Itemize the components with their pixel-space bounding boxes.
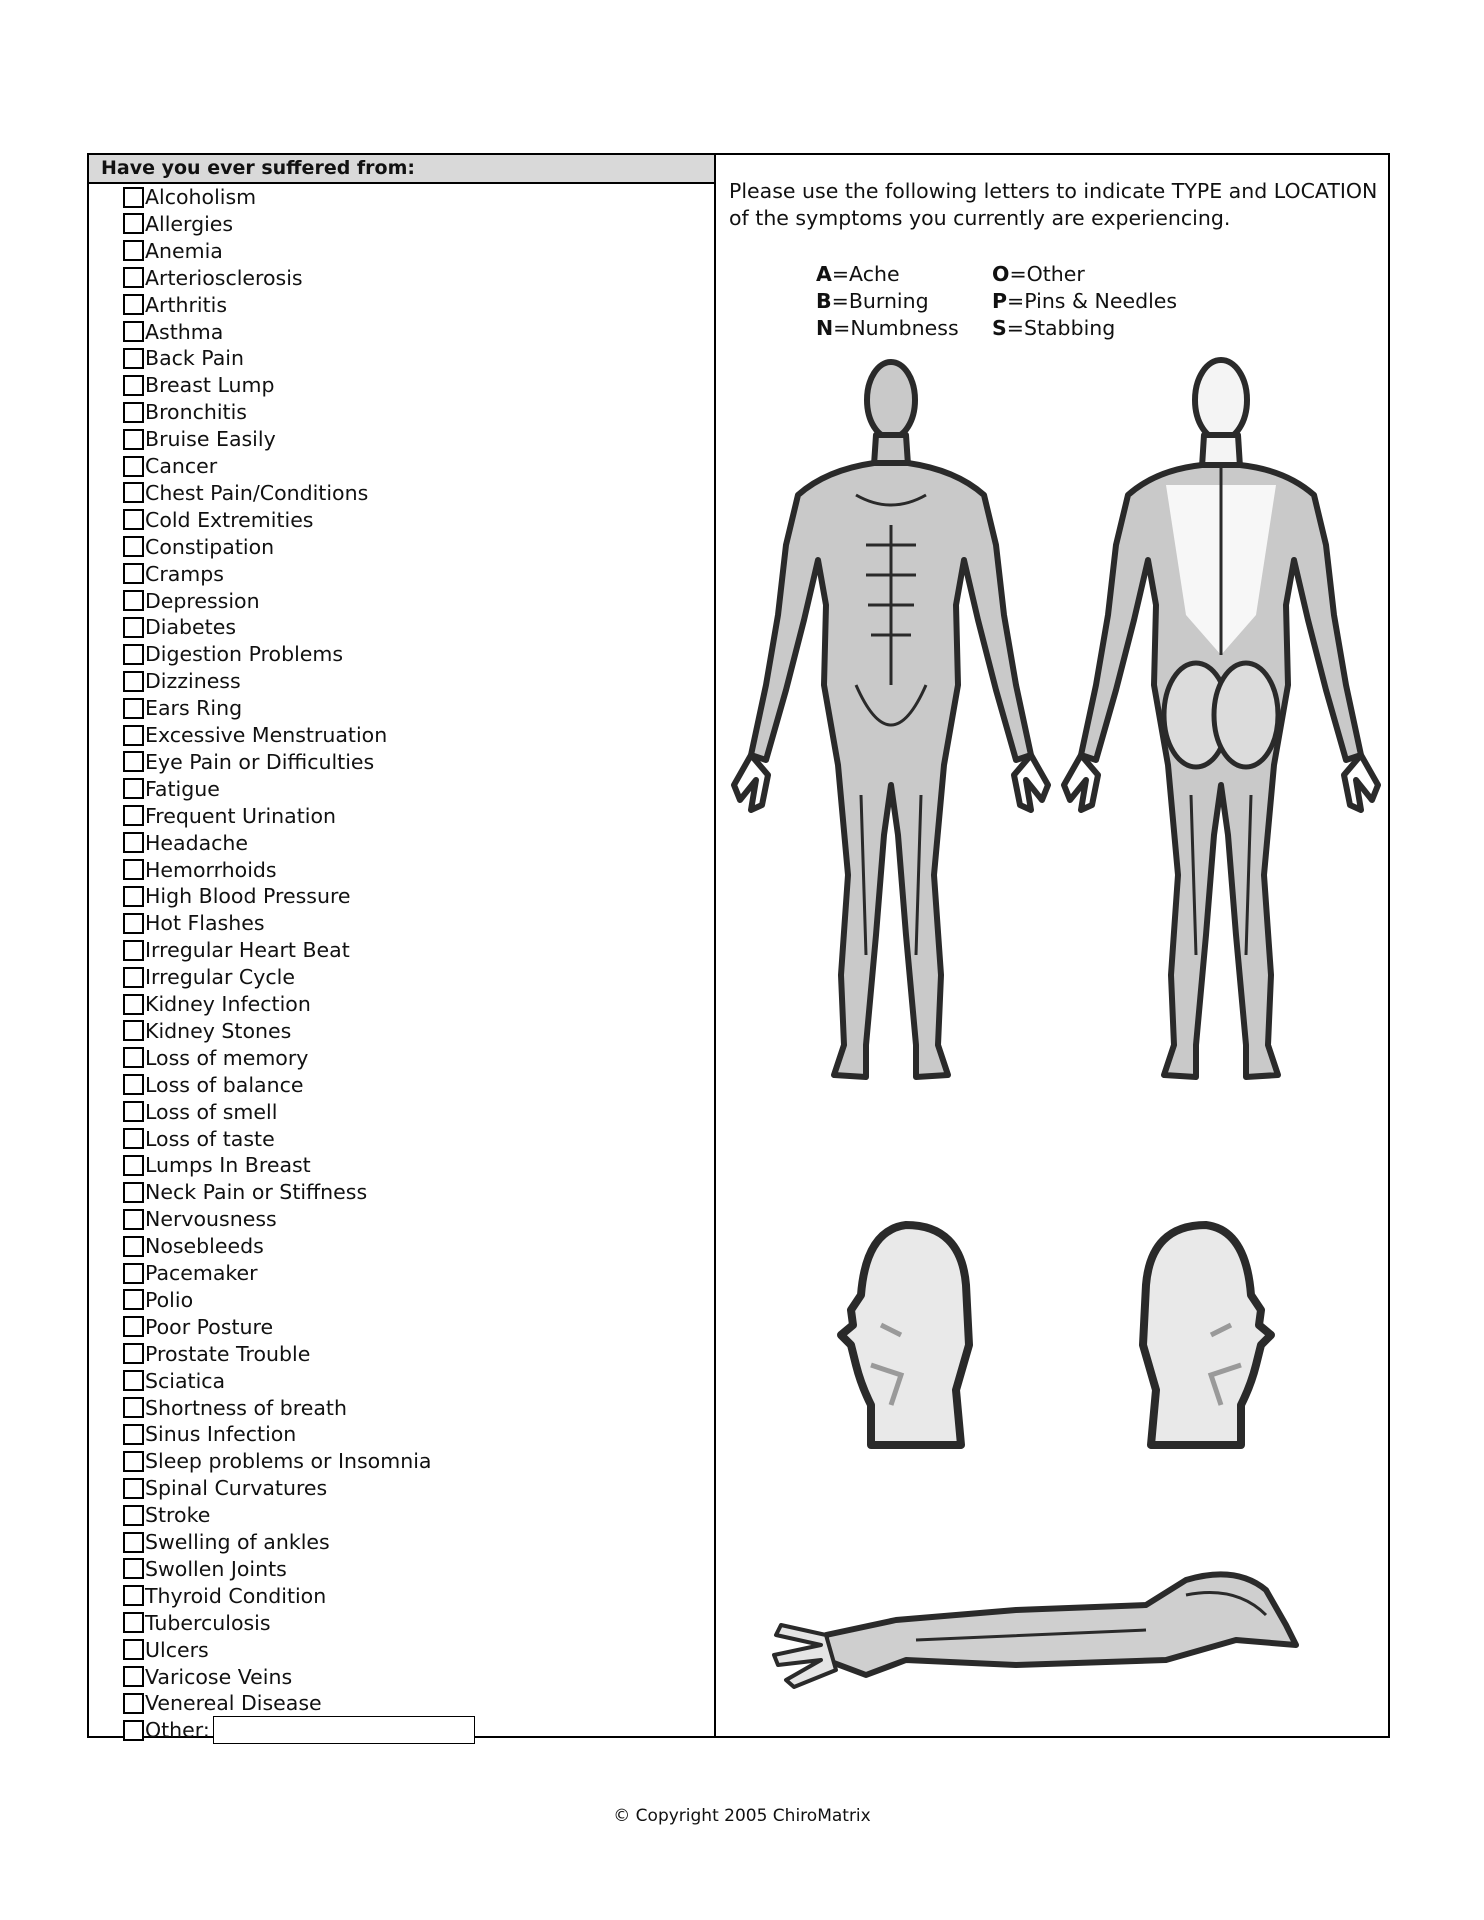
condition-label: Cramps (145, 561, 224, 586)
legend-left (816, 261, 959, 342)
condition-item[interactable] (123, 695, 242, 721)
condition-item[interactable] (123, 1260, 258, 1286)
condition-checkbox[interactable] (123, 187, 144, 208)
condition-checkbox[interactable] (123, 1693, 144, 1714)
condition-item[interactable] (123, 453, 217, 479)
condition-label: Loss of balance (145, 1072, 304, 1097)
condition-item[interactable] (123, 910, 265, 936)
legend-text: =Ache (831, 262, 900, 286)
condition-checkbox[interactable] (123, 644, 144, 665)
condition-checkbox[interactable] (123, 1182, 144, 1203)
legend-letter: A (816, 262, 832, 286)
condition-item[interactable] (123, 1664, 292, 1690)
condition-item[interactable] (123, 722, 387, 748)
condition-label: Neck Pain or Stiffness (145, 1180, 368, 1205)
condition-label: High Blood Pressure (145, 884, 351, 909)
condition-checkbox[interactable] (123, 859, 144, 880)
condition-item[interactable] (123, 964, 295, 990)
condition-checkbox[interactable] (123, 1263, 144, 1284)
condition-item[interactable] (123, 345, 244, 371)
condition-item[interactable] (123, 1233, 264, 1259)
condition-checkbox[interactable] (123, 913, 144, 934)
condition-checkbox[interactable] (123, 536, 144, 557)
body-front-figure[interactable] (726, 355, 1056, 1095)
condition-label: Breast Lump (145, 373, 275, 398)
condition-checkbox[interactable] (123, 1612, 144, 1633)
condition-checkbox[interactable] (123, 725, 144, 746)
condition-checkbox[interactable] (123, 563, 144, 584)
condition-checkbox[interactable] (123, 886, 144, 907)
condition-label: Bronchitis (145, 400, 247, 425)
condition-item[interactable] (123, 803, 336, 829)
condition-item[interactable] (123, 1529, 330, 1555)
legend-right (992, 261, 1177, 342)
condition-checkbox[interactable] (123, 1558, 144, 1579)
condition-checkbox[interactable] (123, 1209, 144, 1230)
other-label: Other: (145, 1718, 210, 1743)
condition-label: Stroke (145, 1503, 211, 1528)
condition-item[interactable] (123, 1099, 277, 1125)
condition-item[interactable] (123, 830, 248, 856)
condition-item[interactable] (123, 1045, 308, 1071)
condition-item[interactable] (123, 1152, 311, 1178)
condition-item[interactable] (123, 1475, 327, 1501)
legend-item-stabbing (992, 315, 1177, 342)
other-checkbox[interactable] (123, 1720, 144, 1741)
condition-checkbox[interactable] (123, 429, 144, 450)
condition-label: Tuberculosis (145, 1610, 271, 1635)
condition-label: Chest Pain/Conditions (145, 480, 369, 505)
condition-item[interactable] (123, 1583, 326, 1609)
condition-checkbox[interactable] (123, 321, 144, 342)
condition-checkbox[interactable] (123, 509, 144, 530)
condition-item[interactable] (123, 319, 223, 345)
condition-label: Eye Pain or Difficulties (145, 749, 375, 774)
legend-letter: S (992, 316, 1007, 340)
copyright-footer: © Copyright 2005 ChiroMatrix (613, 1806, 871, 1826)
condition-checkbox[interactable] (123, 402, 144, 423)
condition-checkbox[interactable] (123, 1585, 144, 1606)
condition-checkbox[interactable] (123, 1128, 144, 1149)
condition-checkbox[interactable] (123, 1478, 144, 1499)
condition-checkbox[interactable] (123, 1424, 144, 1445)
condition-label: Back Pain (145, 346, 244, 371)
condition-checkbox[interactable] (123, 1074, 144, 1095)
condition-checkbox[interactable] (123, 1639, 144, 1660)
condition-checkbox[interactable] (123, 456, 144, 477)
condition-label: Excessive Menstruation (145, 723, 388, 747)
condition-checkbox[interactable] (123, 967, 144, 988)
condition-checkbox[interactable] (123, 1505, 144, 1526)
condition-item[interactable] (123, 1314, 273, 1340)
condition-label: Loss of taste (145, 1126, 275, 1151)
condition-checkbox[interactable] (123, 832, 144, 853)
legend-text: =Numbness (833, 316, 959, 340)
condition-label: Lumps In Breast (145, 1153, 311, 1178)
condition-item[interactable] (123, 614, 236, 640)
condition-checkbox[interactable] (123, 751, 144, 772)
condition-label: Ears Ring (145, 696, 243, 721)
condition-label: Sinus Infection (145, 1422, 297, 1447)
condition-checkbox[interactable] (123, 348, 144, 369)
condition-checkbox[interactable] (123, 1101, 144, 1122)
condition-checkbox[interactable] (123, 1451, 144, 1472)
condition-label: Headache (145, 830, 249, 855)
condition-label: Ulcers (145, 1637, 209, 1662)
condition-item[interactable] (123, 991, 311, 1017)
condition-item[interactable] (123, 749, 374, 775)
condition-label: Loss of smell (145, 1099, 278, 1124)
conditions-column (89, 155, 716, 1743)
condition-label: Asthma (145, 319, 224, 344)
condition-item[interactable] (123, 399, 247, 425)
conditions-header: Have you ever suffered from: (89, 155, 714, 184)
condition-item[interactable] (123, 1206, 277, 1232)
condition-label: Diabetes (145, 615, 236, 640)
condition-label: Bruise Easily (145, 427, 276, 452)
condition-item[interactable] (123, 1287, 193, 1313)
symptom-instructions: Please use the following letters to indicate TYPE and LOCATION of the symptoms you currently are experiencing. (729, 179, 1378, 230)
condition-checkbox[interactable] (123, 482, 144, 503)
condition-item[interactable] (123, 937, 350, 963)
condition-label: Nosebleeds (145, 1234, 264, 1259)
condition-checkbox[interactable] (123, 267, 144, 288)
condition-item[interactable] (123, 1018, 291, 1044)
symptoms-column (716, 155, 1390, 1736)
condition-label: Pacemaker (145, 1261, 258, 1285)
body-back-figure[interactable] (1056, 355, 1386, 1095)
condition-item[interactable] (123, 534, 274, 560)
condition-label: Allergies (145, 211, 234, 236)
condition-label: Irregular Cycle (145, 965, 295, 990)
condition-checkbox[interactable] (123, 1532, 144, 1553)
condition-checkbox[interactable] (123, 1343, 144, 1364)
legend-item-burning (816, 288, 959, 315)
condition-checkbox[interactable] (123, 1020, 144, 1041)
condition-checkbox[interactable] (123, 375, 144, 396)
condition-label: Polio (145, 1287, 194, 1312)
condition-checkbox[interactable] (123, 1370, 144, 1391)
condition-item[interactable] (123, 265, 303, 291)
condition-item[interactable] (123, 1690, 322, 1716)
condition-label: Digestion Problems (145, 642, 344, 667)
condition-checkbox[interactable] (123, 994, 144, 1015)
condition-label: Swelling of ankles (145, 1530, 330, 1554)
legend-text: =Pins & Needles (1007, 289, 1178, 313)
condition-item[interactable] (123, 641, 343, 667)
condition-label: Hot Flashes (145, 911, 265, 936)
condition-checkbox[interactable] (123, 1047, 144, 1068)
health-history-form (87, 153, 1390, 1743)
condition-item[interactable] (123, 1556, 287, 1582)
condition-label: Sleep problems or Insomnia (145, 1449, 432, 1474)
legend-text: =Burning (831, 289, 929, 313)
other-text-field[interactable] (213, 1716, 475, 1744)
condition-item[interactable] (123, 668, 241, 694)
legend-letter: N (816, 316, 834, 340)
condition-checkbox[interactable] (123, 698, 144, 719)
condition-checkbox[interactable] (123, 940, 144, 961)
legend-letter: B (816, 289, 832, 313)
condition-checkbox[interactable] (123, 617, 144, 638)
condition-label: Loss of memory (145, 1045, 309, 1070)
condition-label: Prostate Trouble (145, 1341, 311, 1366)
condition-item[interactable] (123, 426, 276, 452)
condition-label: Cancer (145, 454, 218, 478)
condition-checkbox[interactable] (123, 1236, 144, 1257)
condition-item[interactable] (123, 776, 220, 802)
condition-checkbox[interactable] (123, 1666, 144, 1687)
condition-item[interactable] (123, 1395, 347, 1421)
legend-text: =Stabbing (1006, 316, 1116, 340)
condition-checkbox[interactable] (123, 1155, 144, 1176)
condition-checkbox[interactable] (123, 213, 144, 234)
condition-label: Frequent Urination (145, 803, 337, 828)
condition-item[interactable] (123, 1448, 431, 1474)
condition-item[interactable] (123, 211, 233, 237)
condition-label: Arthritis (145, 292, 228, 317)
condition-item[interactable] (123, 1126, 275, 1152)
condition-label: Alcoholism (145, 185, 257, 209)
condition-label: Irregular Heart Beat (145, 938, 350, 963)
condition-label: Fatigue (145, 776, 220, 801)
condition-label: Anemia (145, 238, 223, 263)
legend-letter: O (992, 262, 1010, 286)
legend-item-numbness (816, 315, 959, 342)
condition-label: Thyroid Condition (145, 1583, 327, 1608)
condition-item[interactable] (123, 372, 275, 398)
condition-item[interactable] (123, 238, 223, 264)
condition-checkbox[interactable] (123, 240, 144, 261)
condition-item[interactable] (123, 1637, 209, 1663)
condition-label: Poor Posture (145, 1314, 274, 1339)
condition-checkbox[interactable] (123, 671, 144, 692)
condition-checkbox[interactable] (123, 590, 144, 611)
condition-label: Depression (145, 588, 260, 613)
condition-label: Hemorrhoids (145, 857, 277, 882)
legend-item-other (992, 261, 1177, 288)
condition-label: Kidney Infection (145, 992, 311, 1016)
legend-letter: P (992, 289, 1008, 313)
condition-item[interactable] (123, 588, 260, 614)
condition-checkbox[interactable] (123, 805, 144, 826)
condition-item[interactable] (123, 184, 256, 210)
condition-item[interactable] (123, 1421, 296, 1447)
condition-checkbox[interactable] (123, 1397, 144, 1418)
legend-item-pins-needles (992, 288, 1177, 315)
condition-item[interactable] (123, 1610, 271, 1636)
condition-item[interactable] (123, 883, 351, 909)
condition-item[interactable] (123, 1502, 210, 1528)
condition-label: Dizziness (145, 669, 241, 694)
head-left-profile[interactable] (831, 1215, 981, 1455)
condition-item[interactable] (123, 1368, 225, 1394)
condition-label: Shortness of breath (145, 1395, 347, 1420)
condition-label: Constipation (145, 534, 275, 559)
condition-label: Cold Extremities (145, 507, 314, 532)
condition-label: Varicose Veins (145, 1664, 293, 1689)
condition-item[interactable] (123, 561, 224, 587)
condition-item[interactable] (123, 480, 368, 506)
arm-figure[interactable] (766, 1565, 1326, 1695)
condition-item[interactable] (123, 507, 313, 533)
condition-label: Kidney Stones (145, 1018, 292, 1043)
condition-item[interactable] (123, 1179, 367, 1205)
condition-label: Nervousness (145, 1207, 277, 1232)
legend-item-ache (816, 261, 959, 288)
condition-label: Venereal Disease (145, 1691, 322, 1716)
condition-label: Spinal Curvatures (145, 1476, 328, 1501)
condition-label: Swollen Joints (145, 1556, 287, 1581)
condition-item[interactable] (123, 857, 277, 883)
condition-checkbox[interactable] (123, 294, 144, 315)
condition-checkbox[interactable] (123, 1289, 144, 1310)
condition-label: Arteriosclerosis (145, 265, 303, 290)
condition-item[interactable] (123, 292, 227, 318)
condition-checkbox[interactable] (123, 778, 144, 799)
head-right-profile[interactable] (1131, 1215, 1281, 1455)
condition-item[interactable] (123, 1341, 310, 1367)
condition-checkbox[interactable] (123, 1316, 144, 1337)
legend-text: =Other (1009, 262, 1085, 286)
condition-label: Sciatica (145, 1368, 226, 1393)
condition-item-other[interactable] (123, 1717, 475, 1743)
condition-item[interactable] (123, 1072, 303, 1098)
